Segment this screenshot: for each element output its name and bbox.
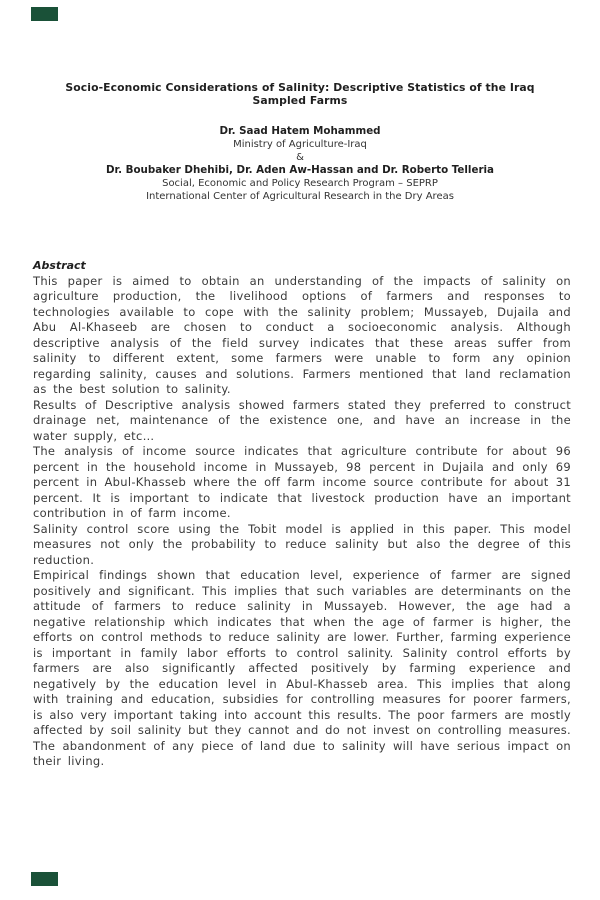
title-block	[0, 0, 600, 107]
authors-block	[0, 125, 600, 203]
corner-stamp-bottom-left	[31, 872, 58, 886]
abstract-paragraph-4: Salinity control score using the Tobit model is applied in this paper. This model measures not only the probability to reduce salinity but also the degree of this reduction.	[33, 521, 571, 567]
corner-stamp-top-left	[31, 7, 58, 21]
abstract-paragraph-1: This paper is aimed to obtain an understanding of the impacts of salinity on agriculture production, the livelihood options of farmers and responses to technologies available to cope with the salinity problem; Mussayeb, Dujaila and Abu Al-Khaseeb are chosen to conduct a socioeconomic analysis. Although descriptive analysis of the field survey indicates that these areas suffer from salinity to different extent, some farmers were unable to form any opinion regarding salinity, causes and solutions. Farmers mentioned that land reclamation as the best solution to salinity.	[33, 273, 571, 396]
page-title-line-1: Socio-Economic Considerations of Salinity: Descriptive Statistics of the Iraq	[65, 81, 535, 94]
abstract-heading: Abstract	[33, 259, 86, 272]
affiliation-secondary-line-2: International Center of Agricultural Research in the Dry Areas	[146, 191, 454, 202]
affiliation-secondary-line-1: Social, Economic and Policy Research Program – SEPRP	[162, 178, 438, 189]
author-separator: &	[296, 152, 304, 163]
abstract-paragraph-2: Results of Descriptive analysis showed farmers stated they preferred to construct drainage net, maintenance of the existence one, and have an increase in the water supply, etc…	[33, 397, 571, 443]
page-title	[30, 81, 570, 107]
abstract-body	[33, 274, 571, 770]
author-names-secondary: Dr. Boubaker Dhehibi, Dr. Aden Aw-Hassan and Dr. Roberto Telleria	[105, 164, 495, 176]
page-title-line-2: Sampled Farms	[252, 94, 348, 107]
abstract-paragraph-5: Empirical findings shown that education level, experience of farmer are signed positively and significant. This implies that such variables are determinants on the attitude of farmers to reduce salinity in Mussayeb. However, the age had a negative relationship which indicates that when the age of farmer is higher, the efforts on control methods to reduce salinity are lower. Further, farming experience is important in family labor efforts to control salinity. Salinity control efforts by farmers are also significantly affected positively by farming experience and negatively by the education level in Abul-Khasseb area. This implies that along with training and education, subsidies for controlling measures for poorer farmers, is also very important taking into account this results. The poor farmers are mostly affected by soil salinity but they cannot and do not invest on controlling measures. The abandonment of any piece of land due to salinity will have serious impact on their living.	[33, 568, 571, 768]
abstract-section	[33, 258, 571, 770]
author-name-primary: Dr. Saad Hatem Mohammed	[219, 125, 381, 137]
abstract-paragraph-3: The analysis of income source indicates that agriculture contribute for about 96 percent in the household income in Mussayeb, 98 percent in Dujaila and only 69 percent in Abul-Khasseb where the off farm income source contribute for about 31 percent. It is important to indicate that livestock production have an important contribution in of farm income.	[33, 444, 571, 520]
affiliation-primary: Ministry of Agriculture-Iraq	[233, 139, 367, 150]
